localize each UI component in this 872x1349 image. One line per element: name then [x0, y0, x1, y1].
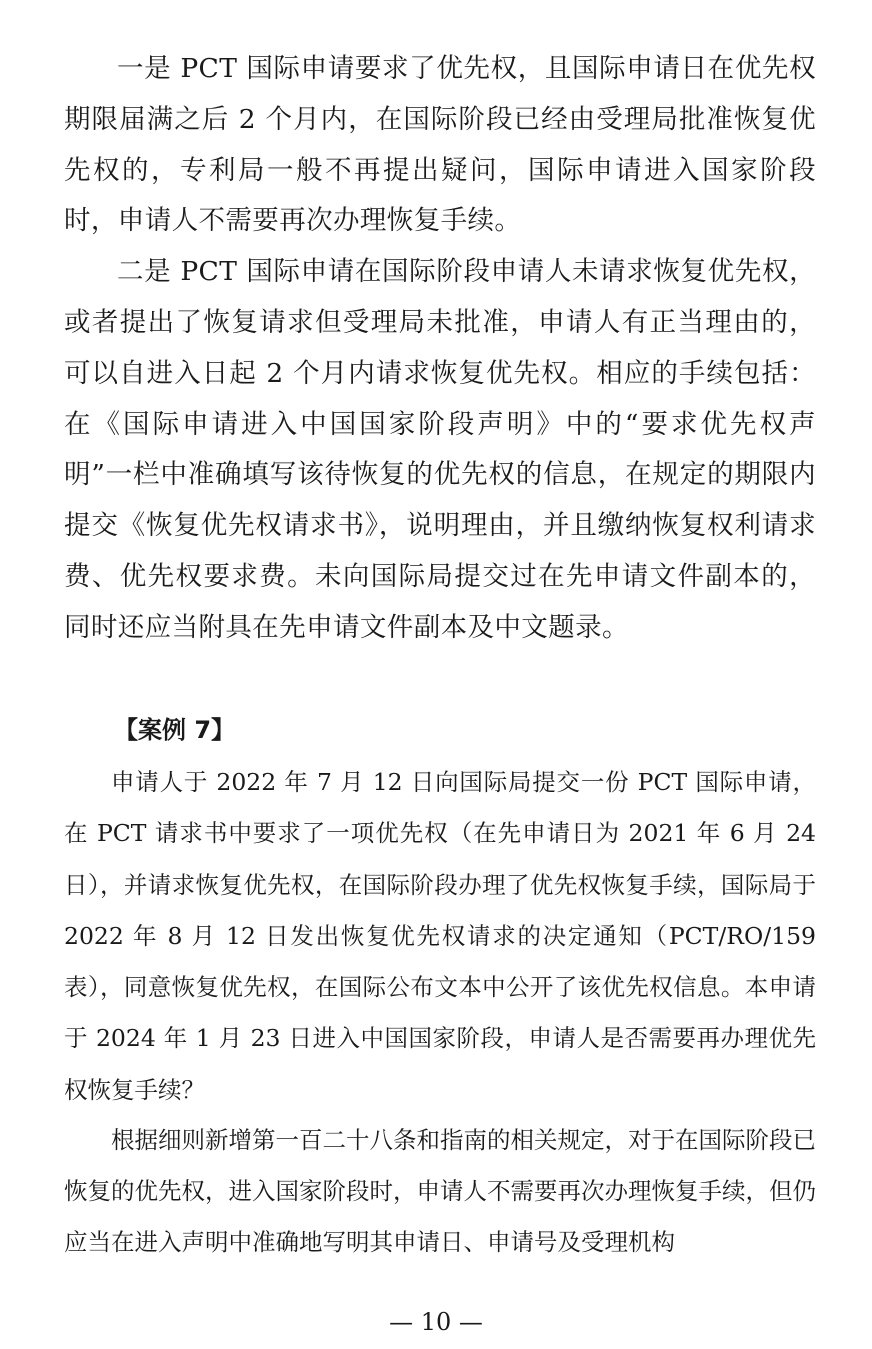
- page-number: — 10 —: [389, 1308, 483, 1336]
- paragraph-first-case: 一是 PCT 国际申请要求了优先权，且国际申请日在优先权期限届满之后 2 个月内，在国际阶段已经由受理局批准恢复优先权的，专利局一般不再提出疑问，国际申请进入国家阶段时，申请人不需要再次办理恢复手续。: [64, 53, 816, 237]
- case-heading: 【案例 7】: [114, 716, 236, 744]
- case-section: [64, 757, 816, 1116]
- case-question-paragraph: 申请人于 2022 年 7 月 12 日向国际局提交一份 PCT 国际申请，在 PCT 请求书中要求了一项优先权（在先申请日为 2021 年 6 月 24 日），并请求恢复优先权，在国际阶段办理了优先权恢复手续，国际局于 2022 年 8 月 12 日发出恢复优先权请求的决定通知（PCT/RO/159 表），同意恢复优先权，在国际公布文本中公开了该优先权信息。本申请于 2024 年 1 月 23 日进入中国国家阶段，申请人是否需要再办理优先权恢复手续？: [64, 768, 816, 1104]
- paragraph-second-case: 二是 PCT 国际申请在国际阶段申请人未请求恢复优先权，或者提出了恢复请求但受理局未批准，申请人有正当理由的，可以自进入日起 2 个月内请求恢复优先权。相应的手续包括：在《国际申请进入中国国家阶段声明》中的“要求优先权声明”一栏中准确填写该待恢复的优先权的信息，在规定的期限内提交《恢复优先权请求书》，说明理由，并且缴纳恢复权利请求费、优先权要求费。未向国际局提交过在先申请文件副本的，同时还应当附具在先申请文件副本及中文题录。: [64, 256, 816, 643]
- answer-section: [64, 1115, 816, 1268]
- case-answer-paragraph: 根据细则新增第一百二十八条和指南的相关规定，对于在国际阶段已恢复的优先权，进入国家阶段时，申请人不需要再次办理恢复手续，但仍应当在进入声明中准确地写明其申请日、申请号及受理机构: [64, 1126, 816, 1256]
- body-section: [64, 44, 816, 654]
